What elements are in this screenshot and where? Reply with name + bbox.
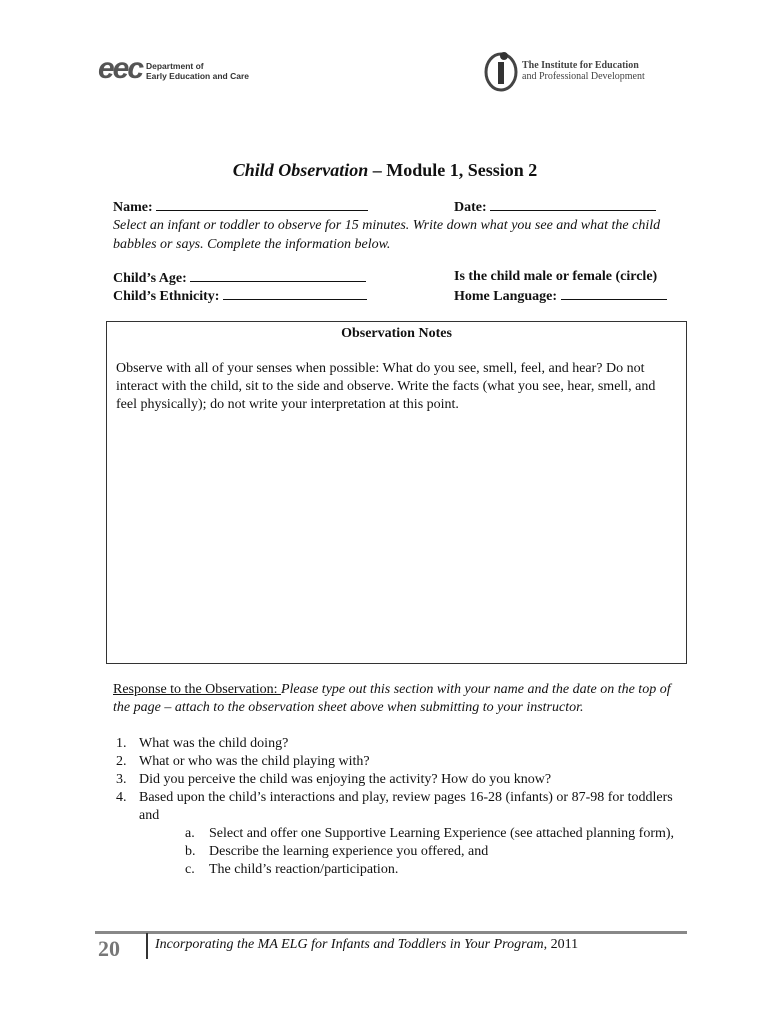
- observation-heading: Observation Notes: [341, 326, 452, 341]
- name-label: Name:: [113, 200, 153, 215]
- sub-list-item: [113, 825, 693, 843]
- item-number: 4.: [116, 790, 127, 805]
- ethnicity-label: Child’s Ethnicity:: [113, 289, 220, 304]
- eec-logo: [98, 50, 268, 90]
- title-rest: – Module 1, Session 2: [368, 160, 538, 180]
- observation-notes-box[interactable]: [106, 321, 687, 664]
- item-text: Describe the learning experience you offered, and: [209, 844, 489, 859]
- item-text: The child’s reaction/participation.: [209, 862, 399, 877]
- age-label: Child’s Age:: [113, 271, 187, 286]
- institute-line2: and Professional Development: [522, 71, 645, 82]
- item-number: 2.: [116, 754, 127, 769]
- age-line[interactable]: [190, 269, 366, 282]
- institute-logo-icon: [484, 48, 518, 92]
- eec-logo-text: [146, 61, 249, 81]
- item-letter: b.: [185, 844, 196, 859]
- name-field[interactable]: [113, 198, 368, 216]
- item-number: 3.: [116, 772, 127, 787]
- footer-divider: [146, 933, 148, 959]
- observation-body: Observe with all of your senses when possible: What do you see, smell, feel, and hear? Do not interact with the child, sit to the side and observe. Write the facts (what you see, hear, smell, and feel physically); do not write your interpretation at this point.: [116, 361, 656, 412]
- footer-text: [155, 937, 578, 953]
- title-italic: Child Observation: [232, 160, 369, 180]
- gender-field: Is the child male or female (circle): [454, 269, 658, 284]
- item-text: What or who was the child playing with?: [139, 754, 370, 769]
- date-label: Date:: [454, 200, 487, 215]
- footer-rule: [95, 931, 687, 934]
- eec-line2: Early Education and Care: [146, 71, 249, 81]
- item-text: What was the child doing?: [139, 736, 289, 751]
- page-number: 20: [98, 936, 120, 961]
- ethnicity-line[interactable]: [223, 287, 367, 300]
- institute-logo: [484, 48, 674, 96]
- instructions: Select an infant or toddler to observe for 15 minutes. Write down what you see and what the child babbles or says. Complete the information below.: [113, 218, 661, 252]
- page-title: [0, 160, 770, 181]
- item-letter: a.: [185, 826, 195, 841]
- item-text: Based upon the child’s interactions and play, review pages 16-28 (infants) or 87-98 for toddlers and: [139, 790, 673, 823]
- item-letter: c.: [185, 862, 195, 877]
- item-number: 1.: [116, 736, 127, 751]
- language-line[interactable]: [561, 287, 667, 300]
- list-item: [113, 735, 693, 753]
- eec-line1: Department of: [146, 61, 204, 71]
- ethnicity-field[interactable]: [113, 287, 367, 305]
- item-text: Select and offer one Supportive Learning Experience (see attached planning form),: [209, 826, 675, 841]
- response-section: [113, 681, 683, 717]
- date-field[interactable]: [454, 198, 656, 216]
- sub-list-item: [113, 861, 693, 879]
- language-label: Home Language:: [454, 289, 558, 304]
- date-line[interactable]: [490, 198, 656, 211]
- institute-logo-text: [522, 60, 645, 82]
- list-item: [113, 771, 693, 789]
- sub-list-item: [113, 843, 693, 861]
- list-item: [113, 789, 693, 825]
- response-text: Please type out this section with your name and the date on the top of the page – attach to the observation sheet above when submitting to your instructor.: [113, 682, 671, 715]
- language-field[interactable]: [454, 287, 667, 305]
- age-field[interactable]: [113, 269, 366, 287]
- question-list: [113, 735, 693, 879]
- name-line[interactable]: [156, 198, 368, 211]
- footer-rest: , 2011: [543, 937, 579, 952]
- response-label: Response to the Observation:: [113, 682, 281, 697]
- institute-line1: The Institute for Education: [522, 60, 639, 71]
- footer-italic: Incorporating the MA ELG for Infants and Toddlers in Your Program: [155, 937, 544, 952]
- eec-logo-mark: eec: [98, 52, 143, 85]
- list-item: [113, 753, 693, 771]
- item-text: Did you perceive the child was enjoying the activity? How do you know?: [139, 772, 552, 787]
